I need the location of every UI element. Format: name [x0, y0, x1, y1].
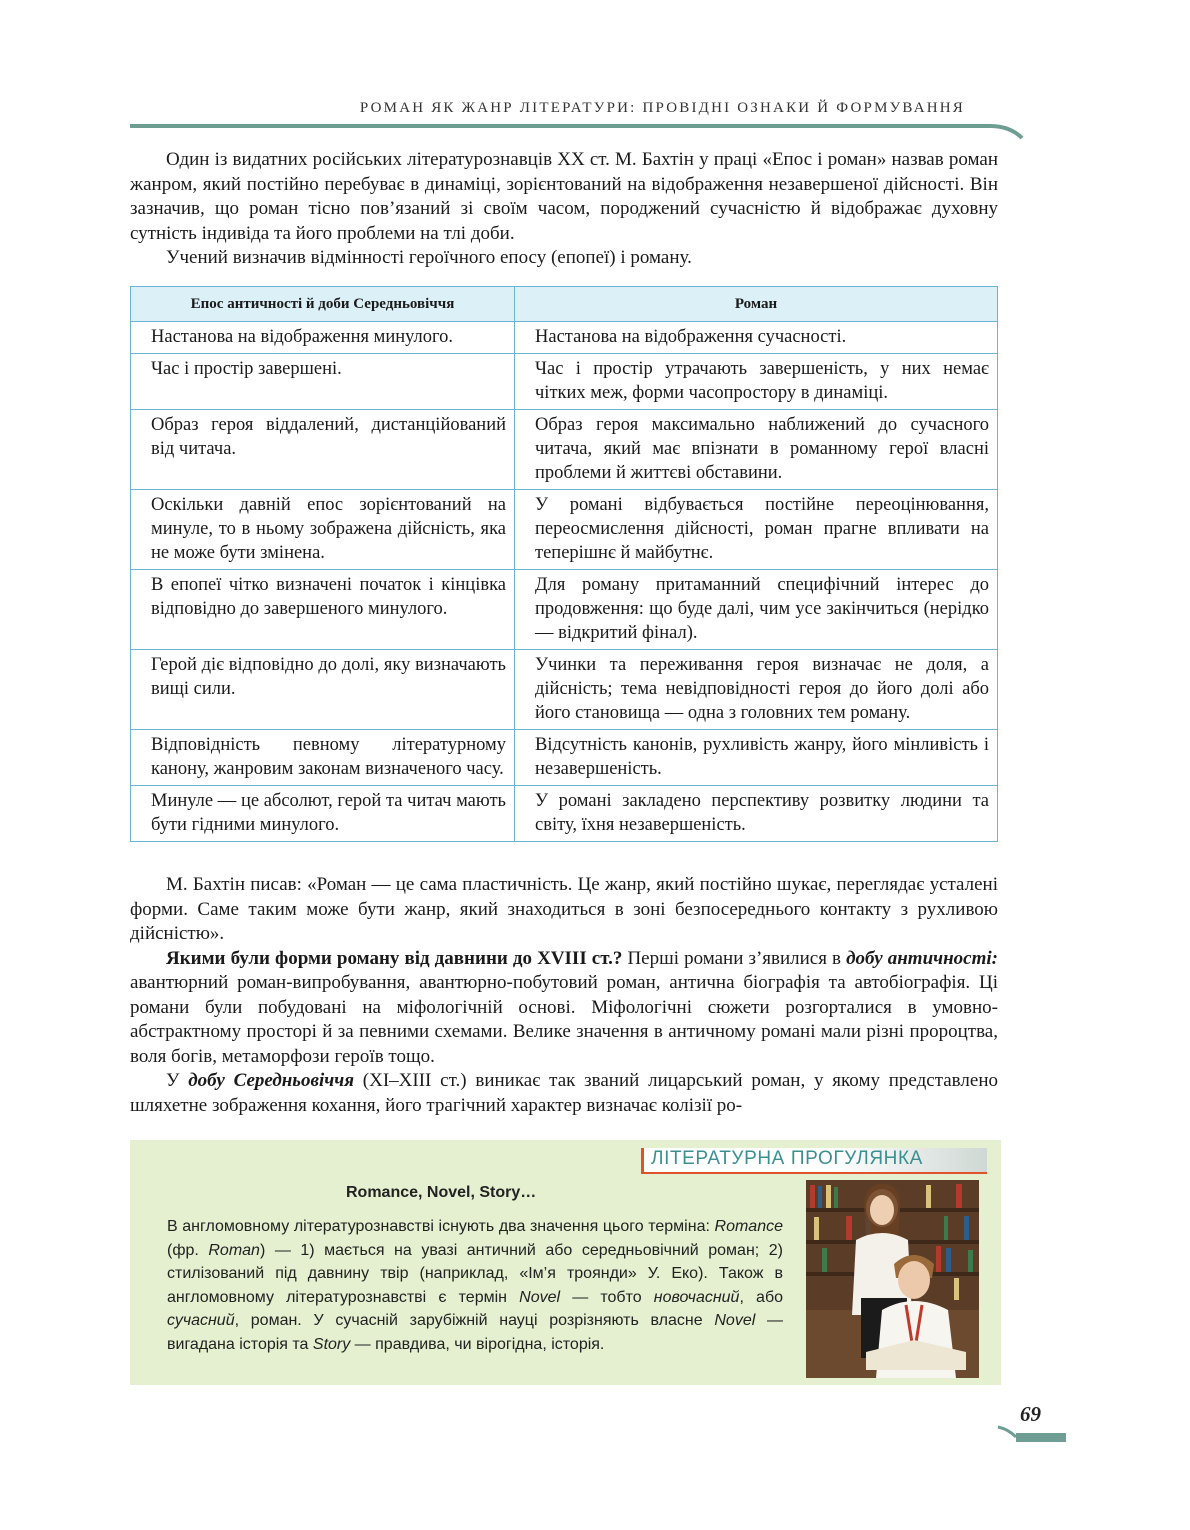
table-cell-epos: Образ героя віддалений, дистанційований від читача.: [131, 410, 515, 490]
inline-term: Roman: [208, 1241, 260, 1259]
table-row: [131, 410, 998, 490]
inline-term: сучасний: [167, 1312, 235, 1329]
table-cell-epos: Настанова на відображення минулого.: [131, 322, 515, 354]
sidebar-tab-label: ЛІТЕРАТУРНА ПРОГУЛЯНКА: [651, 1148, 923, 1169]
body-text: [130, 873, 998, 1118]
table-row: [131, 570, 998, 650]
table-cell-epos: Відповідність певному літературному канону, жанровим законам визначеного часу.: [131, 730, 515, 786]
sidebar-tab: [641, 1148, 987, 1174]
table-header-epos: Епос античності й доби Середньовіччя: [131, 287, 515, 322]
inline-text: авантюрний роман-випробування, авантюрно-побутовий роман, антична біографія та автобіографія. Ці романи були побудовані на міфологічній основі. Міфологічні сюжети розгорталися в умовно-абстрактному просторі й за певними схемами. Велике значення в античному романі мали різні пророцтва, воля богів, метаморфози героїв тощо.: [130, 972, 998, 1067]
inline-text: — вигадана історія та: [167, 1312, 783, 1353]
inline-text: У: [166, 1070, 189, 1091]
inline-term: Novel: [714, 1312, 756, 1329]
table-cell-novel: Настанова на відображення сучасності.: [515, 322, 998, 354]
term-antiquity: добу античності:: [846, 947, 998, 969]
inline-term: новочасний: [653, 1288, 740, 1306]
table-header-novel: Роман: [515, 287, 998, 322]
comparison-table: [130, 286, 998, 842]
inline-term: Story: [312, 1335, 351, 1353]
intro-paragraph-1: Один із видатних російських літературознавців ХХ ст. М. Бахтін у праці «Епос і роман» назвав роман жанром, який постійно перебуває в динаміці, зорієнтований на відображення незавершеної дійсності. Він зазначив, що роман тісно пов’язаний зі своїм часом, породжений сучасністю й відображає духовну сутність індивіда та його проблеми на тлі доби.: [130, 149, 998, 244]
table-cell-novel: Образ героя максимально наближений до сучасного читача, який має впізнати в романному герої власні проблеми й життєві обставини.: [515, 410, 998, 490]
table-cell-novel: Учинки та переживання героя визначає не доля, а дійсність; тема невідповідності героя до його долі або його становища — одна з головних тем роману.: [515, 650, 998, 730]
antiquity-paragraph: [130, 947, 998, 1070]
table-cell-epos: Час і простір завершені.: [131, 354, 515, 410]
inline-text: Перші романи з’явилися в: [622, 947, 847, 969]
sidebar-text: [167, 1215, 783, 1356]
students-library-photo: [806, 1180, 979, 1378]
intro-paragraph-2: Учений визначив відмінності героїчного епосу (епопеї) і роману.: [166, 247, 692, 268]
page-number: 69: [1020, 1402, 1041, 1426]
table-cell-novel: У романі закладено перспективу розвитку людини та світу, їхня незавершеність.: [515, 786, 998, 842]
inline-text: — правдива, чи вірогідна, історія.: [350, 1335, 605, 1353]
inline-text: ) — 1) мається на увазі античний або середньовічний роман; 2) стилізований під давнину твір (наприклад, «Ім’я троянди» У. Еко). Також в англомовному літературознавстві є термін: [167, 1241, 784, 1306]
table-cell-epos: Минуле — це абсолют, герой та читач мають бути гідними минулого.: [131, 786, 515, 842]
bakhtin-quote: М. Бахтін писав: «Роман — це сама пластичність. Це жанр, який постійно шукає, переглядає усталені форми. Саме таким може бути жанр, який знаходиться в зоні безпосереднього контакту з рухливою дійсністю».: [130, 874, 998, 944]
table-cell-novel: Час і простір утрачають завершеність, у них немає чітких меж, форми часопростору в динаміці.: [515, 354, 998, 410]
footer-ornament: [996, 1425, 1066, 1445]
intro-text: [130, 148, 998, 271]
table-row: [131, 490, 998, 570]
table-cell-novel: Для роману притаманний специфічний інтерес до продовження: що буде далі, чим усе закінчиться (нерідко — відкритий фінал).: [515, 570, 998, 650]
sidebar-title: Romance, Novel, Story…: [346, 1184, 537, 1201]
inline-text: — тобто: [560, 1288, 654, 1306]
table-row: [131, 730, 998, 786]
table-row: [131, 354, 998, 410]
table-row: [131, 650, 998, 730]
header-rule: [130, 118, 1030, 148]
running-title: РОМАН ЯК ЖАНР ЛІТЕРАТУРИ: ПРОВІДНІ ОЗНАКИ Й ФОРМУВАННЯ: [359, 100, 965, 116]
table-row: [131, 786, 998, 842]
term-middle-ages: добу Середньовіччя: [188, 1070, 354, 1091]
inline-term: Romance: [714, 1218, 783, 1235]
middle-ages-paragraph: [130, 1069, 998, 1118]
inline-text: (фр.: [167, 1241, 209, 1259]
inline-text: , роман. У сучасній зарубіжній науці розрізняють власне: [234, 1312, 715, 1329]
question-heading: Якими були форми роману від давнини до XVIII ст.?: [166, 947, 623, 969]
table-cell-epos: В епопеї чітко визначені початок і кінцівка відповідно до завершеного минулого.: [131, 570, 515, 650]
table-cell-novel: Відсутність канонів, рухливість жанру, його мінливість і незавершеність.: [515, 730, 998, 786]
inline-text: (XI–XIII ст.) виникає так званий лицарський роман, у якому представлено шляхетне зображення кохання, його трагічний характер визначає колізії ро-: [130, 1070, 998, 1116]
table-cell-epos: Герой діє відповідно до долі, яку визначають вищі сили.: [131, 650, 515, 730]
inline-text: В англомовному літературознавстві існують два значення цього терміна:: [167, 1218, 715, 1235]
table-cell-epos: Оскільки давній епос зорієнтований на минуле, то в ньому зображена дійсність, яка не може бути змінена.: [131, 490, 515, 570]
inline-term: Novel: [519, 1288, 561, 1306]
table-row: [131, 322, 998, 354]
table-cell-novel: У романі відбувається постійне переоцінювання, переосмислення дійсності, роман прагне впливати на теперішнє й майбутнє.: [515, 490, 998, 570]
inline-text: , або: [739, 1288, 784, 1306]
